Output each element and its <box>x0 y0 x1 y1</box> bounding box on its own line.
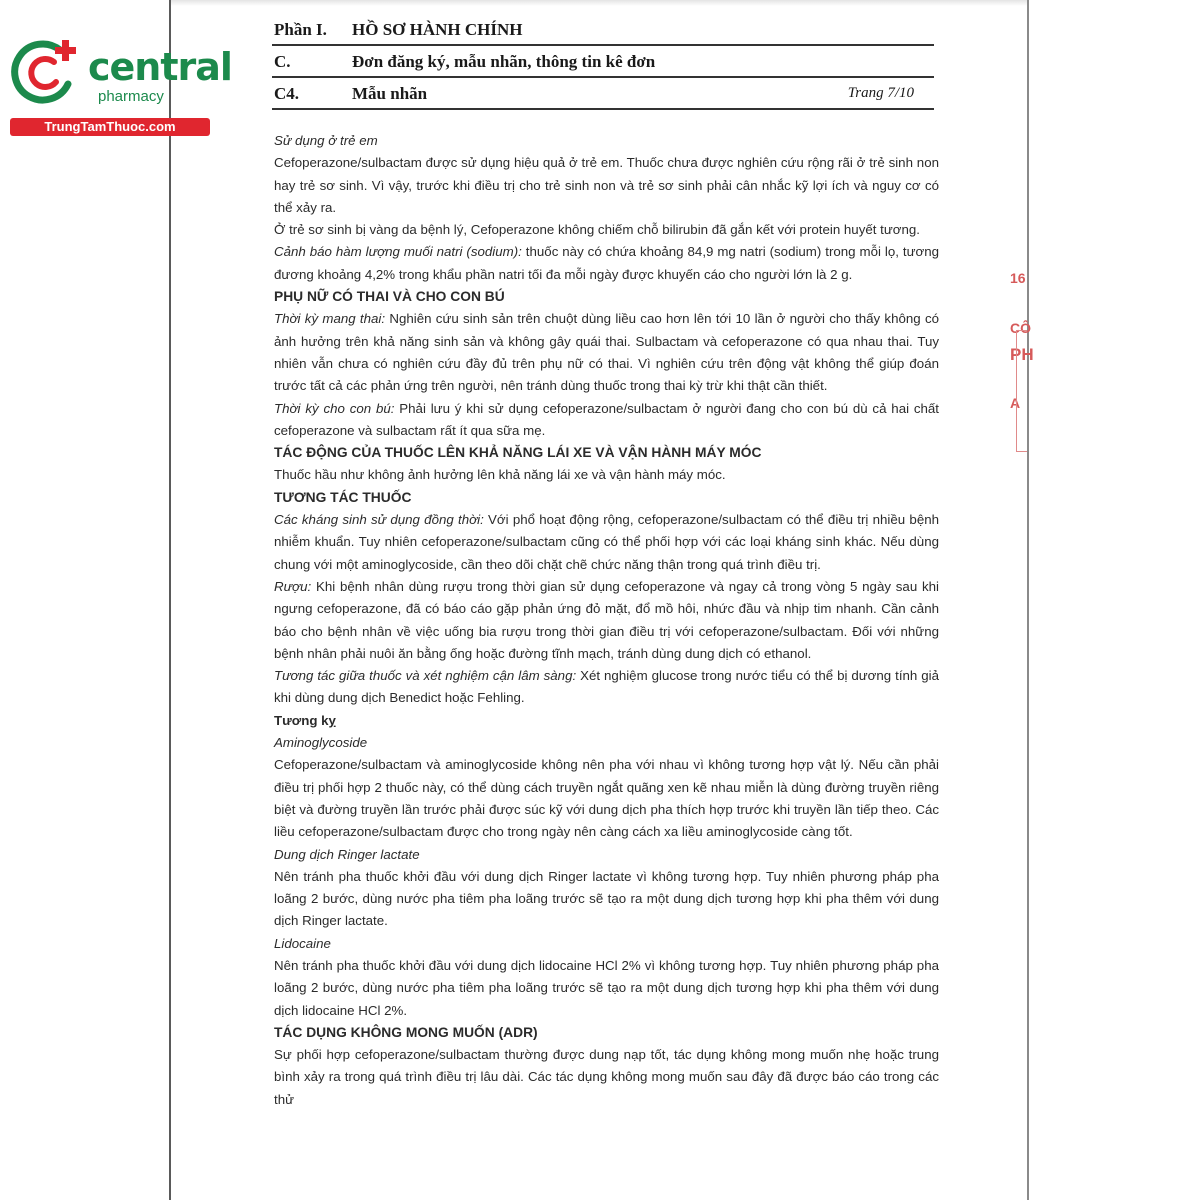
subheading-incompatibility: Tương kỵ <box>274 712 336 728</box>
paragraph <box>274 509 939 576</box>
stamp-fragment: PH <box>1010 345 1034 364</box>
scan-top-shadow <box>171 0 1027 6</box>
stamp-border <box>1016 330 1027 452</box>
paragraph: Cefoperazone/sulbactam được sử dụng hiệu quả ở trẻ em. Thuốc chưa được nghiên cứu rộng rãi ở trẻ sinh non hay trẻ sơ sinh. Vì vậy, trước khi điều trị cho trẻ sinh non và trẻ sơ sinh phải cân nhắc kỹ lợi ích và nguy cơ có thể xảy ra. <box>274 155 939 215</box>
header-row-subsection <box>272 78 934 107</box>
page-number: Trang 7/10 <box>847 85 914 101</box>
header-row-part <box>272 14 934 43</box>
paragraph <box>274 576 939 665</box>
paragraph-text: Xét nghiệm glucose trong nước tiểu có thể bị dương tính giả khi dùng dung dịch Benedict hoặc Fehling. <box>274 668 940 706</box>
paragraph-text: Phải lưu ý khi sử dụng cefoperazone/sulbactam ở người đang cho con bú dù cả hai chất cefoperazone và sulbactam rất ít qua sữa mẹ. <box>274 400 939 438</box>
subheading-lidocaine: Lidocaine <box>274 935 331 951</box>
logo-subtitle: pharmacy <box>98 88 164 105</box>
paragraph: Cefoperazone/sulbactam và aminoglycoside không nên pha với nhau vì không tương hợp vật lý. Nếu cần phải điều trị phối hợp 2 thuốc này, có thể dùng cách truyền ngắt quãng xen kẽ nhau miễn là dùng đường truyền riêng biệt và đường truyền lần trước phải được súc kỹ với dung dịch pha thích hợp trước khi truyền lần tiếp theo. Các liều cefoperazone/sulbactam được cho trong ngày nên càng cách xa liều aminoglycoside càng tốt. <box>274 757 939 840</box>
subheading-ringer: Dung dịch Ringer lactate <box>274 846 420 862</box>
paragraph: Thuốc hầu như không ảnh hưởng lên khả năng lái xe và vận hành máy móc. <box>274 467 726 483</box>
header-row-section <box>272 46 934 75</box>
header-code: C4. <box>274 84 300 103</box>
central-logo-icon <box>10 38 82 110</box>
paragraph: Nên tránh pha thuốc khởi đầu với dung dịch Ringer lactate vì không tương hợp. Tuy nhiên phương pháp pha loãng 2 bước, dùng nước pha tiêm pha loãng trước sẽ tạo ra một dung dịch tương hợp khi pha thêm với dung dịch Ringer lactate. <box>274 868 939 929</box>
section-heading-pregnancy: PHỤ NỮ CÓ THAI VÀ CHO CON BÚ <box>274 289 505 305</box>
header-title: Đơn đăng ký, mẫu nhãn, thông tin kê đơn <box>352 52 656 71</box>
paragraph <box>274 665 939 710</box>
header-title: HỒ SƠ HÀNH CHÍNH <box>352 20 523 39</box>
paragraph-lead: Các kháng sinh sử dụng đồng thời: <box>274 512 484 528</box>
stamp-fragment: A <box>1010 395 1021 411</box>
paragraph-lead: Thời kỳ cho con bú: <box>274 400 395 416</box>
header-divider <box>272 108 934 110</box>
paragraph <box>274 308 939 397</box>
subheading-aminoglycoside: Aminoglycoside <box>274 735 368 751</box>
section-heading-adr: TÁC DỤNG KHÔNG MONG MUỐN (ADR) <box>274 1024 538 1040</box>
stamp-fragment: 16 <box>1010 270 1026 286</box>
paragraph-text: Với phổ hoạt động rộng, cefoperazone/sulbactam có thể điều trị nhiều bệnh nhiễm khuẩn. Tuy nhiên cefoperazone/sulbactam cũng có thể phối hợp với các loại kháng sinh khác. Nếu dùng chung với một aminoglycoside, cần theo dõi chặt chẽ chức năng thận trong quá trình điều trị. <box>274 512 939 572</box>
header-code: Phần I. <box>274 20 327 39</box>
document-body <box>274 130 939 1111</box>
paragraph-text: Khi bệnh nhân dùng rượu trong thời gian sử dụng cefoperazone và ngay cả trong vòng 5 ngày sau khi ngưng cefoperazone, đã có báo cáo gặp phản ứng đỏ mặt, đổ mồ hôi, nhức đầu và nhịp tim nhanh. Cần cảnh báo cho bệnh nhân về việc uống bia rượu trong thời gian điều trị với cefoperazone/sulbactam. Đối với những bệnh nhân phải nuôi ăn bằng ống hoặc đường tĩnh mạch, tránh dùng dung dịch có ethanol. <box>274 578 939 661</box>
paragraph-text: thuốc này có chứa khoảng 84,9 mg natri (sodium) trong mỗi lọ, tương đương khoảng 4,2% trong khẩu phần natri tối đa mỗi ngày được khuyến cáo cho người lớn là 2 g. <box>274 244 939 282</box>
paragraph-lead: Tương tác giữa thuốc và xét nghiệm cận lâm sàng: <box>274 668 577 684</box>
section-heading-driving: TÁC ĐỘNG CỦA THUỐC LÊN KHẢ NĂNG LÁI XE VÀ VẬN HÀNH MÁY MÓC <box>274 445 762 461</box>
paragraph-lead: Cảnh báo hàm lượng muối natri (sodium): <box>274 244 522 260</box>
pharmacy-logo[interactable] <box>10 38 232 138</box>
header-code: C. <box>274 52 291 71</box>
section-heading-interaction: TƯƠNG TÁC THUỐC <box>274 489 412 505</box>
paragraph: Ở trẻ sơ sinh bị vàng da bệnh lý, Cefoperazone không chiếm chỗ bilirubin đã gắn kết với protein huyết tương. <box>274 222 920 238</box>
header-title: Mẫu nhãn <box>352 84 428 103</box>
paragraph-lead: Thời kỳ mang thai: <box>274 311 386 327</box>
stamp-fragment: CÔ <box>1010 320 1031 336</box>
paragraph: Nên tránh pha thuốc khởi đầu với dung dịch lidocaine HCl 2% vì không tương hợp. Tuy nhiên phương pháp pha loãng 2 bước, dùng nước pha tiêm pha loãng trước sẽ tạo ra một dung dịch tương hợp khi pha thêm với dung dịch lidocaine HCl 2%. <box>274 957 939 1018</box>
paragraph <box>274 241 939 286</box>
paragraph <box>274 398 939 443</box>
paragraph-text: Nghiên cứu sinh sản trên chuột dùng liều cao hơn lên tới 10 lần ở người cho thấy không có ảnh hưởng trên khả năng sinh sản và không gây quái thai. Sulbactam và cefoperazone có qua nhau thai. Tuy nhiên vẫn chưa có nghiên cứu đầy đủ trên phụ nữ có thai. Vì nghiên cứu trên động vật không thể giúp đoán trước tất cả các phản ứng trên người, nên tránh dùng thuốc trong thai kỳ trừ khi thật cần thiết. <box>274 311 939 394</box>
paragraph-lead: Rượu: <box>274 578 312 594</box>
scan-edge-right <box>1027 0 1029 1200</box>
logo-url-link[interactable]: TrungTamThuoc.com <box>10 118 210 136</box>
subheading-children: Sử dụng ở trẻ em <box>274 133 378 148</box>
logo-brand-name: central <box>88 45 232 89</box>
document-header <box>272 14 934 110</box>
paragraph: Sự phối hợp cefoperazone/sulbactam thường được dung nạp tốt, tác dụng không mong muốn nhẹ hoặc trung bình xảy ra trong quá trình điều trị lâu dài. Các tác dụng không mong muốn sau đây đã được báo cáo trong các thử <box>274 1047 939 1107</box>
scan-edge-left <box>169 0 171 1200</box>
